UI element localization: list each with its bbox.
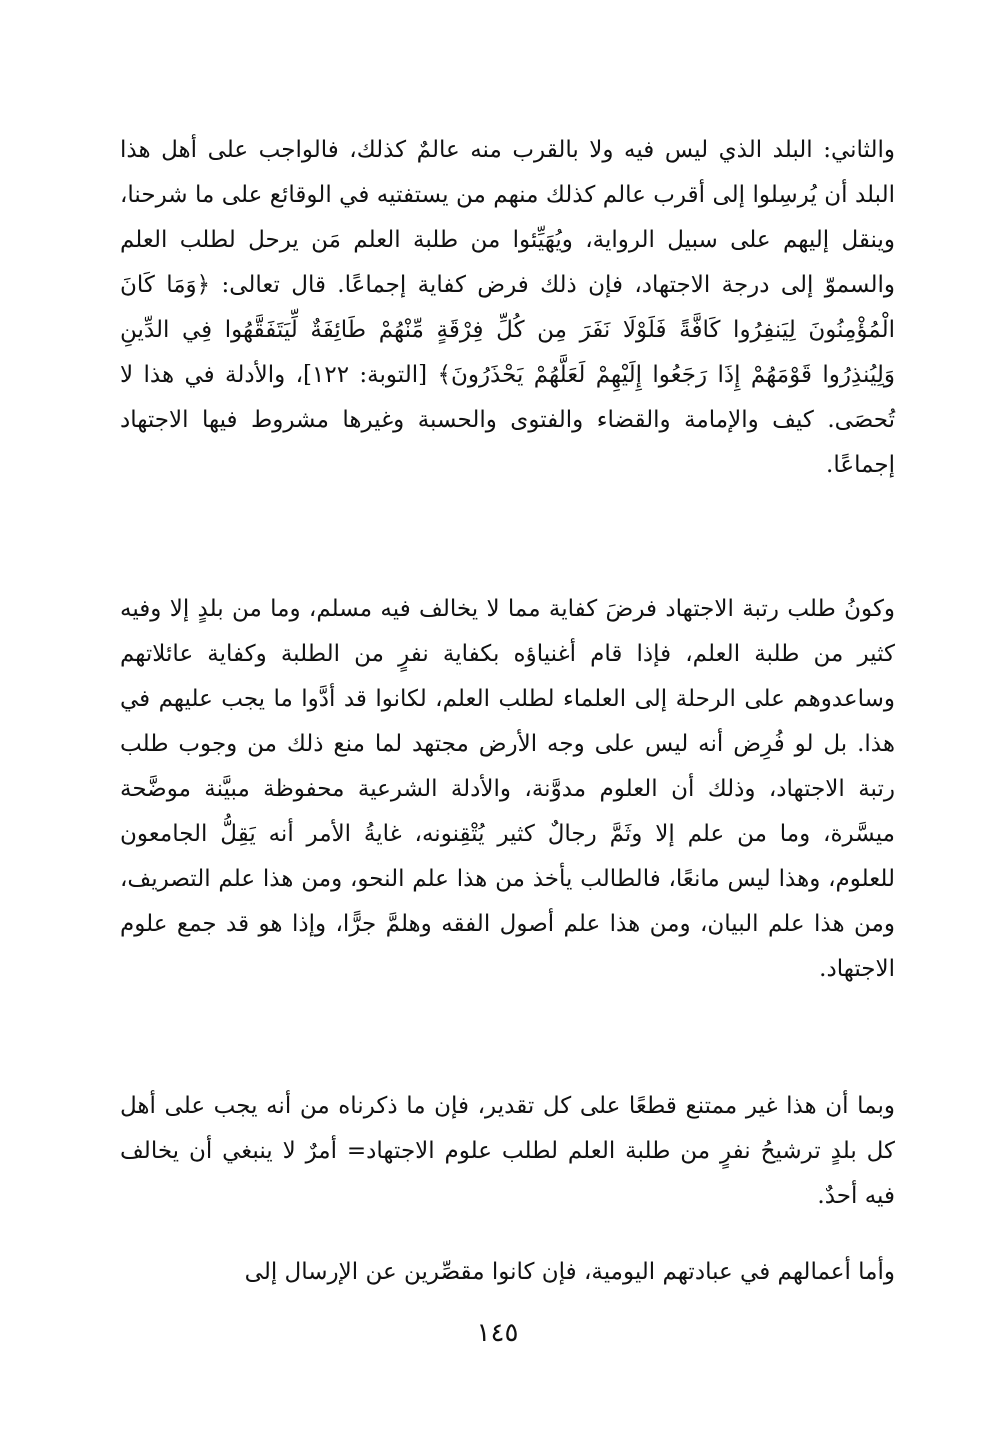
paragraph-2: وكونُ طلب رتبة الاجتهاد فرضَ كفاية مما لا يخالف فيه مسلم، وما من بلدٍ إلا وفيه كثير من طلبة العلم، فإذا قام أغنياؤه بكفاية نفرٍ من الطلبة وكفاية عائلاتهم وساعدوهم على الرحلة إلى العلماء لطلب العلم، لكانوا قد أدَّوا ما يجب عليهم في هذا. بل لو فُرِض أنه ليس على وجه الأرض مجتهد لما منع ذلك من وجوب طلب رتبة الاجتهاد، وذلك أن العلوم مدوَّنة، والأدلة الشرعية محفوظة مبيَّنة موضَّحة ميسَّرة، وما من علم إلا وثَمَّ رجالٌ كثير يُتْقِنونه، غايةُ الأمر أنه يَقِلُّ الجامعون للعلوم، وهذا ليس مانعًا، فالطالب يأخذ من هذا علم النحو، ومن هذا علم التصريف، ومن هذا علم البيان، ومن هذا علم أصول الفقه وهلمَّ جرًّا، وإذا هو قد جمع علوم الاجتهاد.: [120, 596, 895, 982]
paragraph-3: وبما أن هذا غير ممتنع قطعًا على كل تقدير، فإن ما ذكرناه من أنه يجب على أهل كل بلدٍ ترشيحُ نفرٍ من طلبة العلم لطلب علوم الاجتهاد= أمرٌ لا ينبغي أن يخالف فيه أحدٌ.: [120, 1093, 895, 1209]
paragraph-4: وأما أعمالهم في عبادتهم اليومية، فإن كانوا مقصِّرين عن الإرسال إلى: [244, 1259, 895, 1285]
page-number: ١٤٥: [476, 1318, 519, 1348]
paragraph-1: والثاني: البلد الذي ليس فيه ولا بالقرب منه عالمٌ كذلك، فالواجب على أهل هذا البلد أن يُرسِلوا إلى أقرب عالم كذلك منهم من يستفتيه في الوقائع على ما شرحنا، وينقل إليهم على سبيل الرواية، ويُهَيِّئوا من طلبة العلم مَن يرحل لطلب العلم والسموّ إلى درجة الاجتهاد، فإن ذلك فرض كفاية إجماعًا. قال تعالى: ﴿وَمَا كَانَ الْمُؤْمِنُونَ لِيَنفِرُوا كَافَّةً فَلَوْلَا نَفَرَ مِن كُلِّ فِرْقَةٍ مِّنْهُمْ طَائِفَةٌ لِّيَتَفَقَّهُوا فِي الدِّينِ وَلِيُنذِرُوا قَوْمَهُمْ إِذَا رَجَعُوا إِلَيْهِمْ لَعَلَّهُمْ يَحْذَرُونَ﴾ [التوبة: ١٢٢]، والأدلة في هذا لا تُحصَى. كيف والإمامة والقضاء والفتوى والحسبة وغيرها مشروط فيها الاجتهاد إجماعًا.: [120, 137, 895, 478]
